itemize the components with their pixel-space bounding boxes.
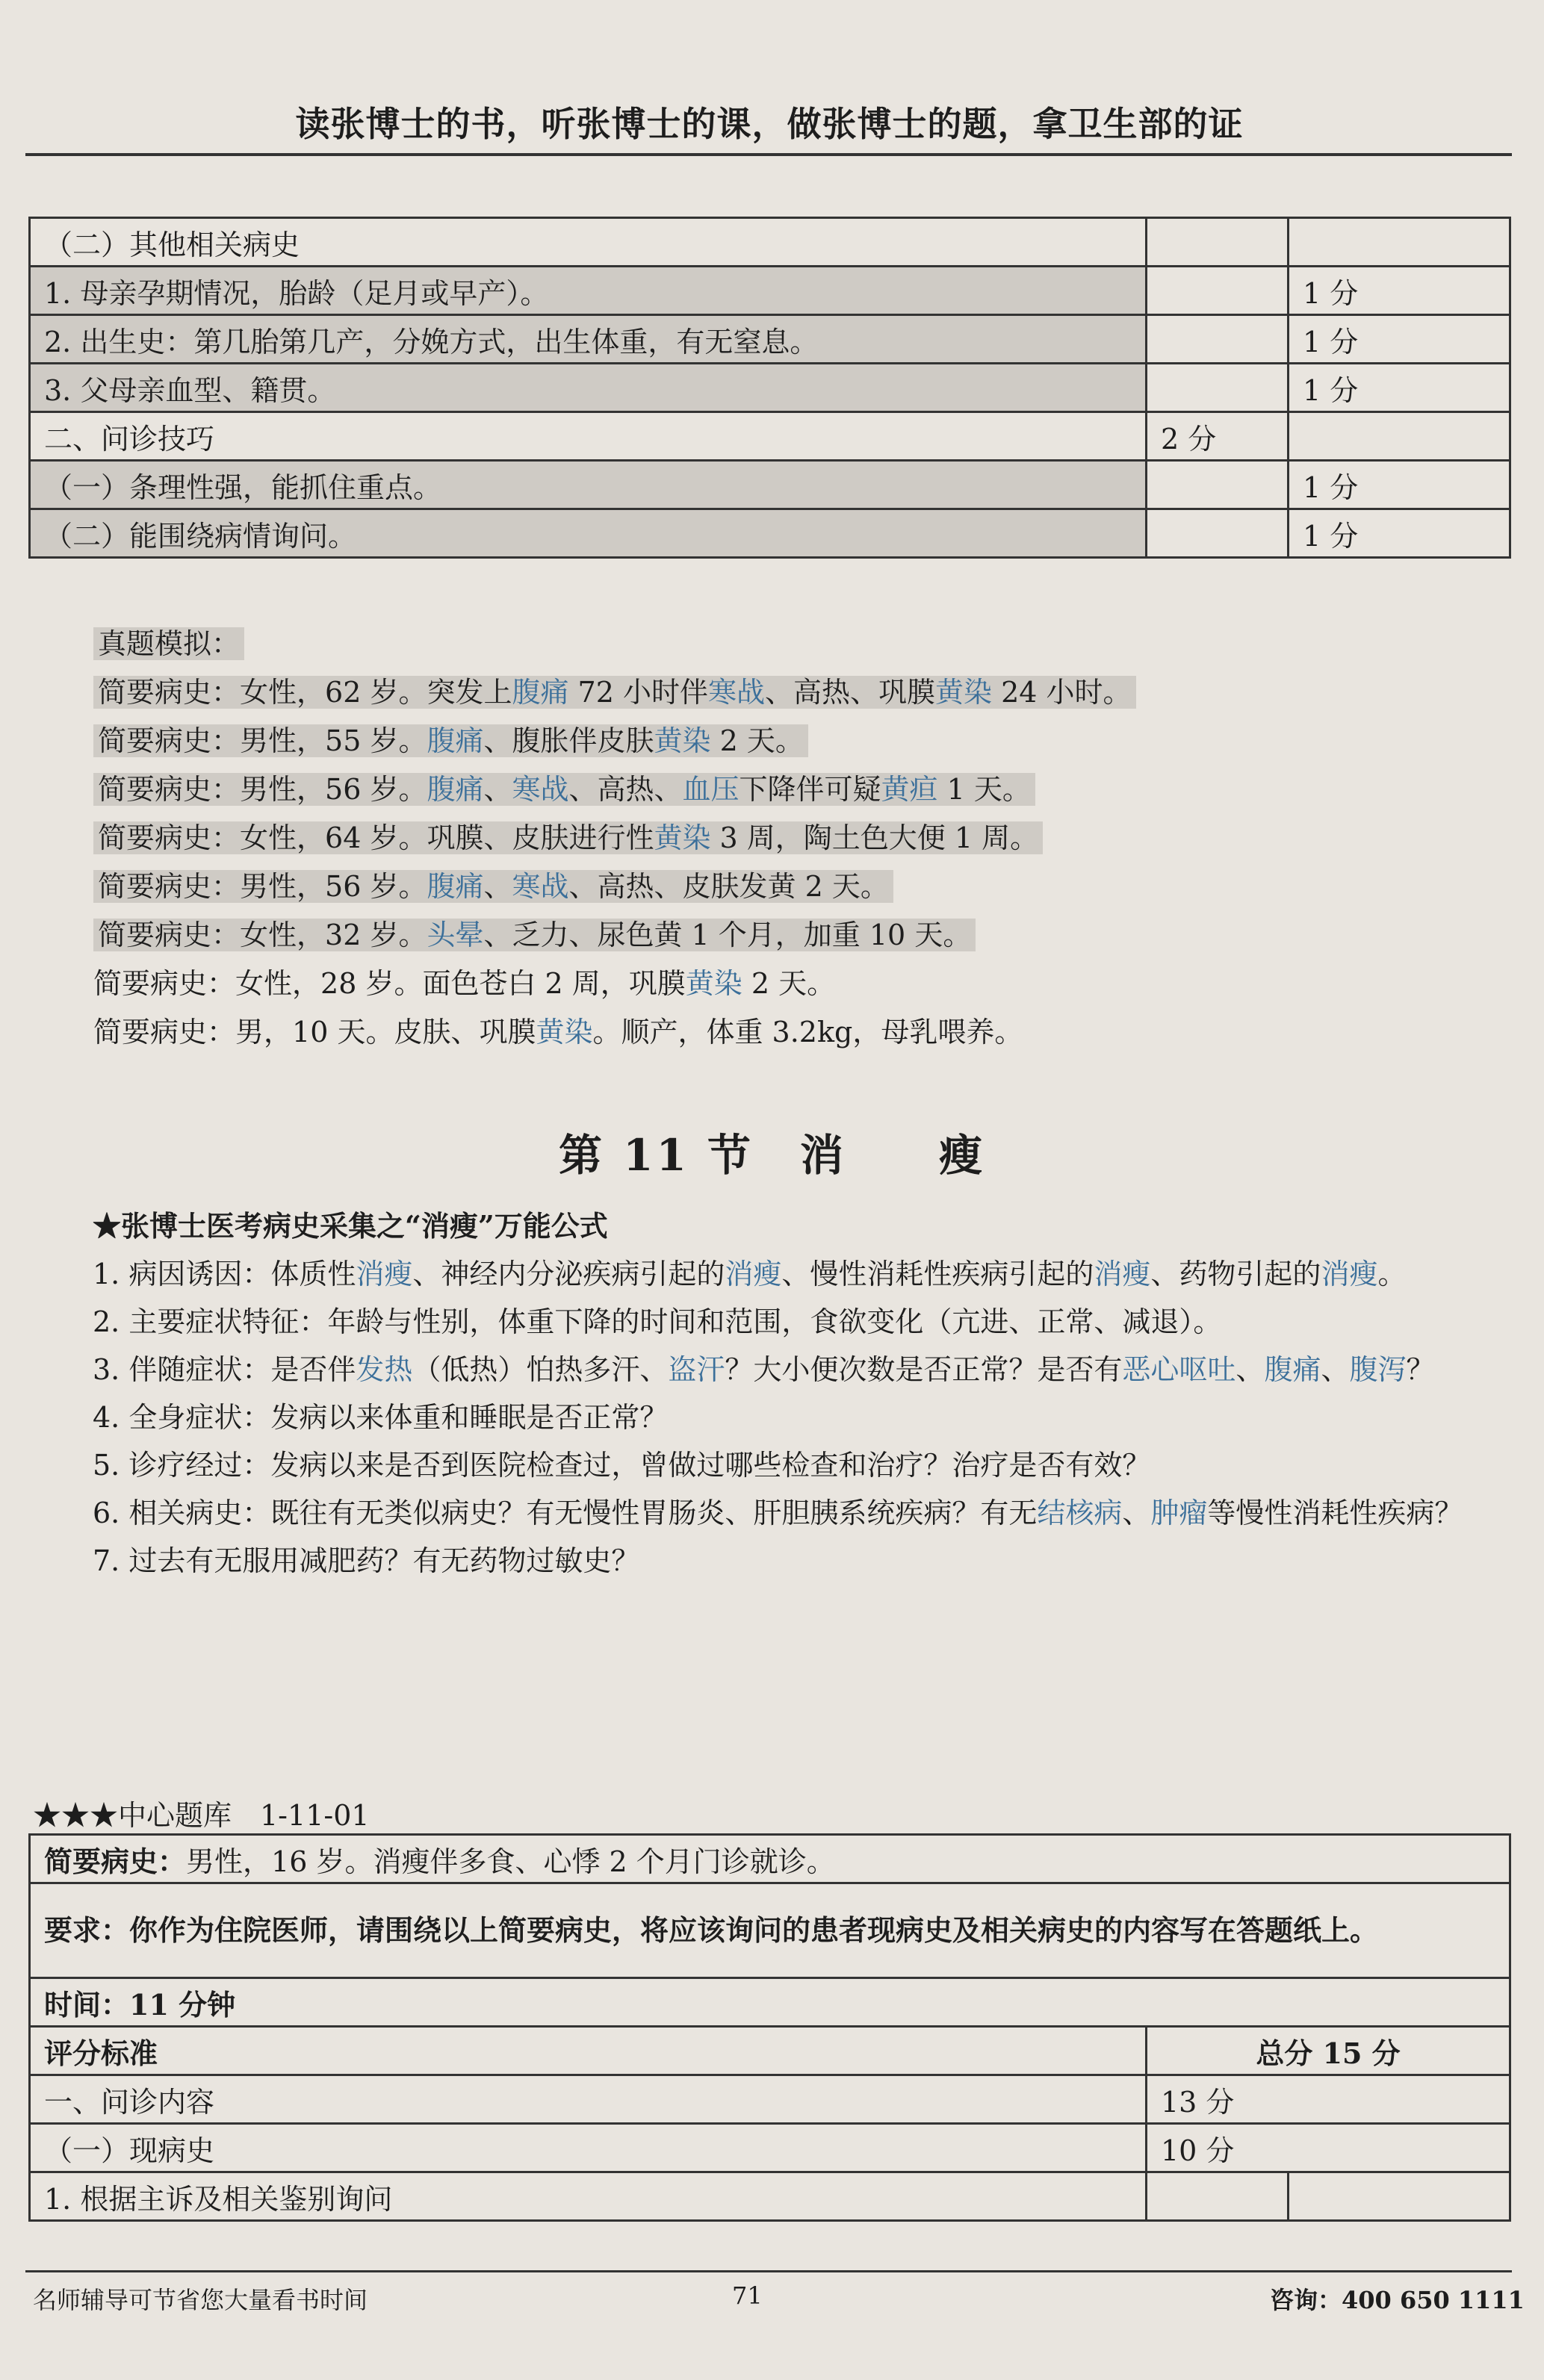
table-row	[30, 2124, 1510, 2172]
keyword: 头晕	[427, 919, 484, 951]
formula-item: 4. 全身症状：发病以来体重和睡眠是否正常？	[93, 1401, 669, 1434]
formula-item: 6. 相关病史：既往有无类似病史？有无慢性胃肠炎、肝胆胰系统疾病？有无结核病、肿瘤等慢性消耗性疾病？	[93, 1497, 1463, 1529]
table-cell: （一）条理性强，能抓住重点。	[30, 461, 1147, 509]
formula-item: 7. 过去有无服用减肥药？有无药物过敏史？	[93, 1544, 640, 1577]
time-cell: 时间：11 分钟	[30, 1978, 1510, 2027]
case-label: 简要病史：	[98, 919, 241, 951]
brief-history-cell: 简要病史：男性，16 岁。消瘦伴多食、心悸 2 个月门诊就诊。	[30, 1835, 1510, 1883]
table-row	[30, 461, 1510, 509]
footer-right: 咨询：400 650 1111	[1270, 2286, 1525, 2314]
table-row	[30, 315, 1510, 364]
table-cell	[1289, 2172, 1510, 2221]
table-row	[30, 1883, 1510, 1978]
criteria-cell: 评分标准	[30, 2027, 1147, 2075]
formula-item: 2. 主要症状特征：年龄与性别，体重下降的时间和范围，食欲变化（亢进、正常、减退）。	[93, 1305, 1222, 1338]
keyword: 黄染	[654, 724, 711, 757]
keyword: 腹痛	[512, 676, 569, 709]
table-cell	[1147, 509, 1289, 558]
case-line: 简要病史：女性，64 岁。巩膜、皮肤进行性黄染 3 周，陶土色大便 1 周。	[93, 814, 1136, 863]
table-cell	[1147, 461, 1289, 509]
case-line: 简要病史：男性，56 岁。腹痛、寒战、高热、皮肤发黄 2 天。	[93, 863, 1136, 911]
case-line: 简要病史：男，10 天。皮肤、巩膜黄染。顺产，体重 3.2kg，母乳喂养。	[93, 1016, 1023, 1048]
table-cell: 13 分	[1147, 2075, 1510, 2124]
table-cell	[1147, 315, 1289, 364]
scoring-table-bottom	[28, 1833, 1511, 2222]
case-label: 简要病史：	[98, 724, 241, 757]
footer-rule	[25, 2270, 1512, 2272]
table-cell	[1147, 218, 1289, 267]
table-cell	[1289, 412, 1510, 461]
case-label: 简要病史：	[93, 1016, 236, 1048]
keyword: 黄染	[935, 676, 993, 709]
case-line: 简要病史：女性，28 岁。面色苍白 2 周，巩膜黄染 2 天。	[93, 967, 836, 1000]
case-line: 简要病史：男性，55 岁。腹痛、腹胀伴皮肤黄染 2 天。	[93, 717, 1136, 765]
table-cell: 3. 父母亲血型、籍贯。	[30, 364, 1147, 412]
table-row	[30, 2172, 1510, 2221]
keyword: 黄染	[685, 967, 742, 1000]
table-cell	[1147, 267, 1289, 315]
keyword: 腹痛	[427, 870, 484, 903]
case-label: 简要病史：	[98, 821, 241, 854]
formula-item: 5. 诊疗经过：发病以来是否到医院检查过，曾做过哪些检查和治疗？治疗是否有效？	[93, 1449, 1151, 1482]
section-title: 第 11 节 消 瘦	[558, 1130, 986, 1181]
table-cell	[1147, 2172, 1289, 2221]
footer-left: 名师辅导可节省您大量看书时间	[33, 2286, 368, 2314]
requirement-cell: 要求：你作为住院医师，请围绕以上简要病史，将应该询问的患者现病史及相关病史的内容写在答题纸上。	[30, 1883, 1510, 1978]
case-label: 简要病史：	[93, 967, 236, 1000]
case-label: 简要病史：	[98, 870, 241, 903]
question-bank-title: ★★★中心题库 1-11-01	[33, 1799, 370, 1832]
table-row	[30, 364, 1510, 412]
keyword: 寒战	[512, 870, 569, 903]
header-rule	[25, 153, 1512, 156]
formula-title: ★张博士医考病史采集之“消瘦”万能公式	[93, 1209, 608, 1243]
table-cell: 1 分	[1289, 509, 1510, 558]
keyword: 黄染	[654, 821, 711, 854]
table-cell	[1289, 218, 1510, 267]
scoring-table-top	[28, 217, 1511, 559]
table-cell: （一）现病史	[30, 2124, 1147, 2172]
formula-block	[33, 1202, 1508, 1585]
keyword: 寒战	[512, 773, 569, 806]
total-score-cell: 总分 15 分	[1147, 2027, 1510, 2075]
table-cell	[1147, 364, 1289, 412]
keyword: 血压	[682, 773, 740, 806]
formula-item: 1. 病因诱因：体质性消瘦、神经内分泌疾病引起的消瘦、慢性消耗性疾病引起的消瘦、药物引起的消瘦。	[93, 1258, 1407, 1290]
table-cell: 1. 根据主诉及相关鉴别询问	[30, 2172, 1147, 2221]
table-cell: （二）能围绕病情询问。	[30, 509, 1147, 558]
case-line: 简要病史：女性，32 岁。头晕、乏力、尿色黄 1 个月，加重 10 天。	[93, 911, 1136, 960]
table-cell: 1 分	[1289, 461, 1510, 509]
table-cell: 2. 出生史：第几胎第几产，分娩方式，出生体重，有无窒息。	[30, 315, 1147, 364]
keyword: 腹痛	[427, 724, 484, 757]
formula-item: 3. 伴随症状：是否伴发热（低热）怕热多汗、盗汗？大小便次数是否正常？是否有恶心呕吐、腹痛、腹泻？	[93, 1353, 1435, 1386]
table-row	[30, 2027, 1510, 2075]
table-cell: 1 分	[1289, 315, 1510, 364]
page-header: 读张博士的书，听张博士的课，做张博士的题，拿卫生部的证	[295, 104, 1244, 144]
table-row	[30, 218, 1510, 267]
keyword: 黄染	[536, 1016, 593, 1048]
table-row	[30, 1835, 1510, 1883]
table-row	[30, 1978, 1510, 2027]
table-row	[30, 509, 1510, 558]
table-row	[30, 267, 1510, 315]
keyword: 腹痛	[427, 773, 484, 806]
case-label: 简要病史：	[98, 773, 241, 806]
table-cell: 10 分	[1147, 2124, 1510, 2172]
table-cell: （二）其他相关病史	[30, 218, 1147, 267]
case-line: 简要病史：女性，62 岁。突发上腹痛 72 小时伴寒战、高热、巩膜黄染 24 小时。	[93, 668, 1136, 717]
case-line: 简要病史：男性，56 岁。腹痛、寒战、高热、血压下降伴可疑黄疸 1 天。	[93, 765, 1136, 814]
table-cell: 1 分	[1289, 364, 1510, 412]
table-cell: 1 分	[1289, 267, 1510, 315]
simulation-block	[93, 620, 1136, 1057]
table-cell: 一、问诊内容	[30, 2075, 1147, 2124]
case-label: 简要病史：	[98, 676, 241, 709]
page-number: 71	[732, 2281, 763, 2310]
table-cell: 2 分	[1147, 412, 1289, 461]
keyword: 寒战	[707, 676, 765, 709]
table-row	[30, 2075, 1510, 2124]
simulation-title: 真题模拟：	[93, 620, 1136, 668]
keyword: 黄疸	[881, 773, 938, 806]
table-row	[30, 412, 1510, 461]
table-cell: 二、问诊技巧	[30, 412, 1147, 461]
table-cell: 1. 母亲孕期情况，胎龄（足月或早产）。	[30, 267, 1147, 315]
